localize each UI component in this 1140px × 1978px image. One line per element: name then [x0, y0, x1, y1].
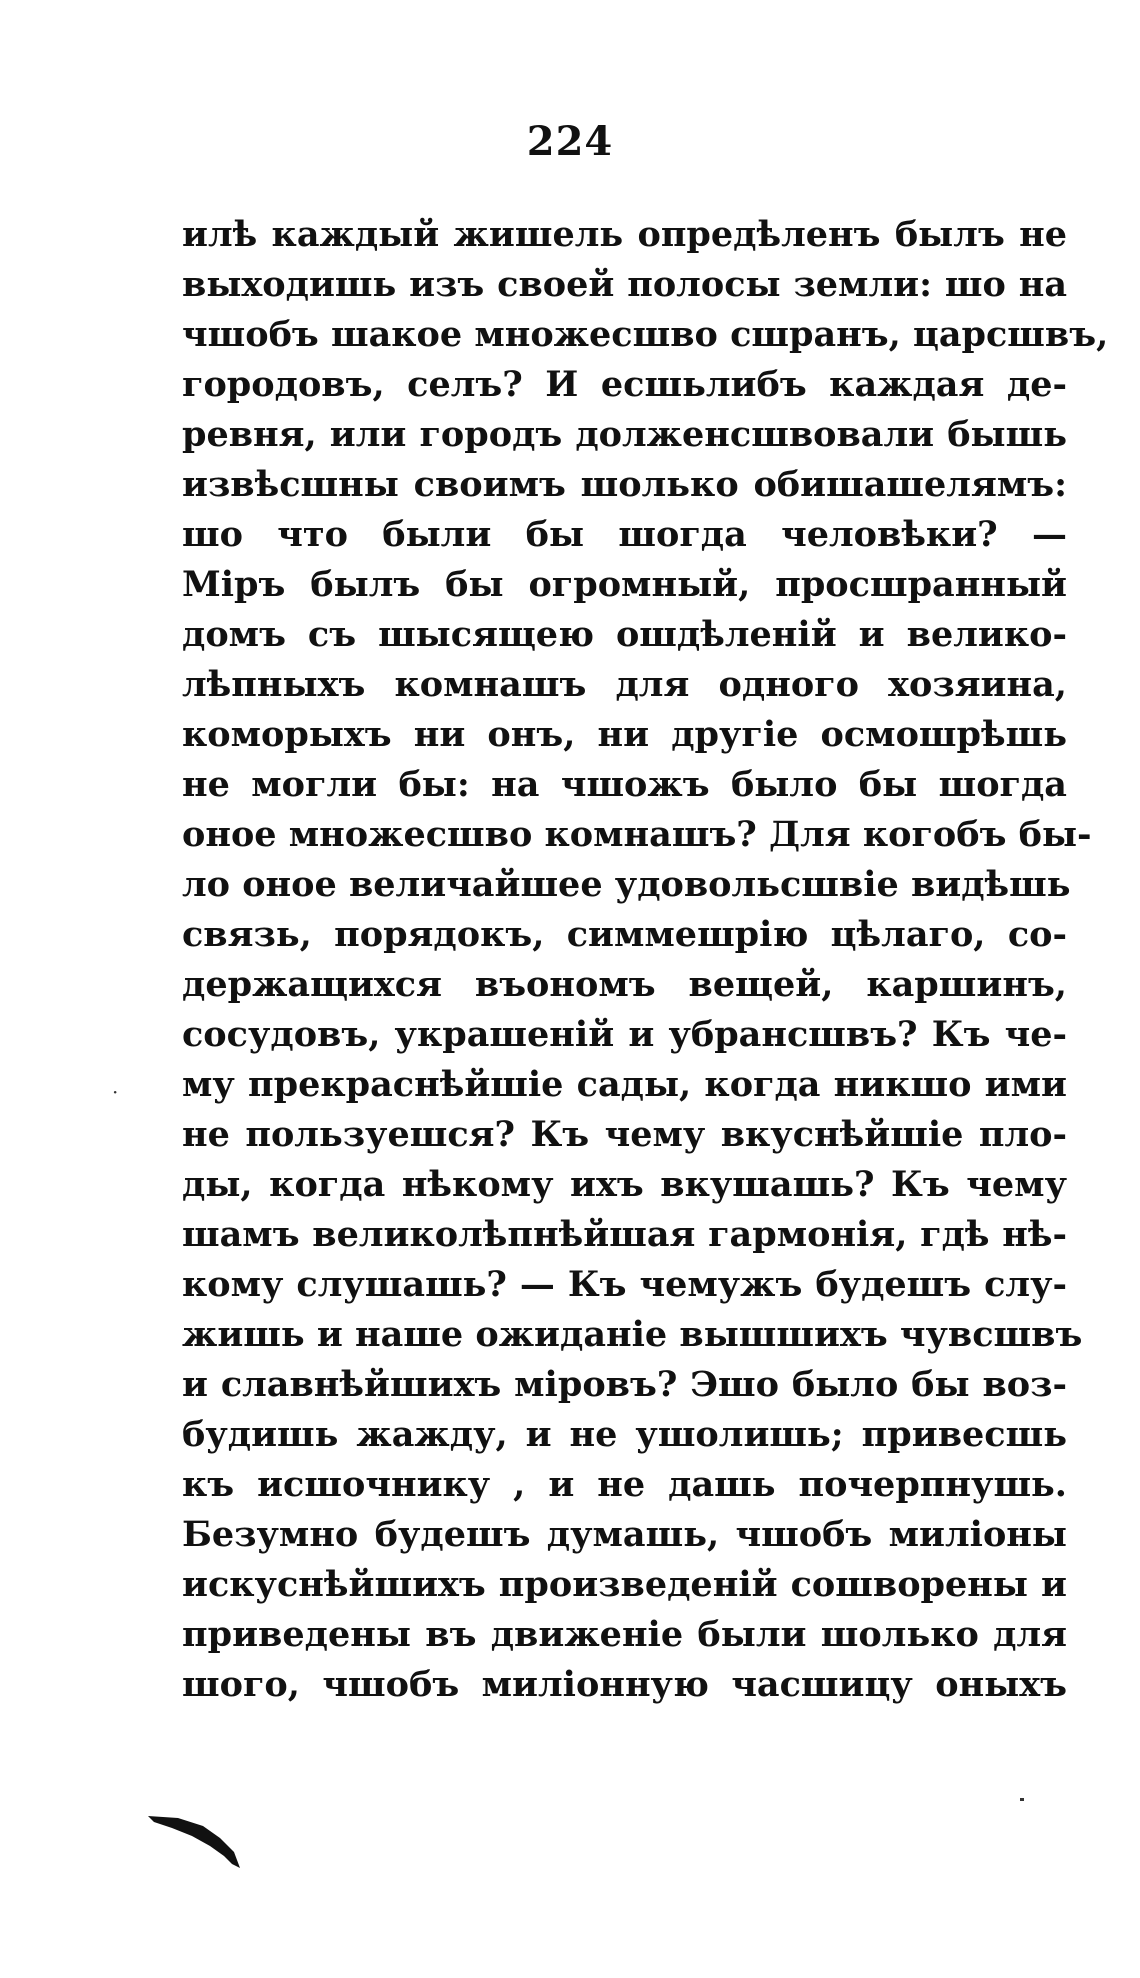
text-line: извѣсшны своимъ шолько обишашелямъ: [182, 464, 1067, 505]
text-line: Міръ былъ бы огромный, просшранный [182, 564, 1067, 605]
text-line: городовъ, селъ? И есшьлибъ каждая де- [182, 364, 1067, 405]
text-line: кому слушашь? — Къ чемужъ будешъ слу- [182, 1264, 1067, 1305]
text-line: выходишь изъ своей полосы земли: шо на [182, 264, 1067, 305]
text-line: лѣпныхъ комнашъ для одного хозяина, [182, 664, 1067, 705]
text-line: будишь жажду, и не ушолишь; привесшь [182, 1414, 1067, 1455]
text-line: шо что были бы шогда человѣки? — [182, 514, 1067, 555]
text-line: сосудовъ, украшеній и убрансшвъ? Къ че- [182, 1014, 1067, 1055]
text-line: къ исшочнику , и не дашь почерпнушь. [182, 1464, 1067, 1505]
text-line: му прекраснѣйшіе сады, когда никшо ими [182, 1064, 1067, 1105]
ink-smudge [148, 1812, 248, 1872]
text-line: приведены въ движеніе были шолько для [182, 1614, 1067, 1655]
text-line: чшобъ шакое множесшво сшранъ, царсшвъ, [182, 314, 1109, 355]
speck [1020, 1798, 1024, 1801]
text-line: шого, чшобъ миліонную часшицу оныхъ [182, 1664, 1067, 1705]
text-line: илѣ каждый жишель опредѣленъ былъ не [182, 214, 1067, 255]
text-line: не пользуешся? Къ чему вкуснѣйшіе пло- [182, 1114, 1067, 1155]
text-line: искуснѣйшихъ произведеній сошворены и [182, 1564, 1067, 1605]
text-line: жишь и наше ожиданіе вышшихъ чувсшвъ [182, 1314, 1083, 1355]
text-line: коморыхъ ни онъ, ни другіе осмошрѣшь [182, 714, 1067, 755]
text-line: ды, когда нѣкому ихъ вкушашь? Къ чему [182, 1164, 1067, 1205]
body-text [182, 210, 1109, 1710]
text-line: ревня, или городъ долженсшвовали бышь [182, 414, 1067, 455]
text-line: домъ съ шысящею ошдѣленій и велико- [182, 614, 1067, 655]
text-line: шамъ великолѣпнѣйшая гармонія, гдѣ нѣ- [182, 1214, 1067, 1255]
text-line: и славнѣйшихъ міровъ? Эшо было бы воз- [182, 1364, 1067, 1405]
text-line: оное множесшво комнашъ? Для когобъ бы- [182, 814, 1092, 855]
text-line: ло оное величайшее удовольсшвіе видѣшь [182, 864, 1071, 905]
margin-mark: · [112, 1080, 119, 1104]
text-line: не могли бы: на чшожъ было бы шогда [182, 764, 1067, 805]
page-number: 224 [526, 118, 614, 165]
text-line: Безумно будешъ думашь, чшобъ миліоны [182, 1514, 1067, 1555]
text-line: связь, порядокъ, симмешрію цѣлаго, со- [182, 914, 1067, 955]
text-line: держащихся въономъ вещей, каршинъ, [182, 964, 1067, 1005]
